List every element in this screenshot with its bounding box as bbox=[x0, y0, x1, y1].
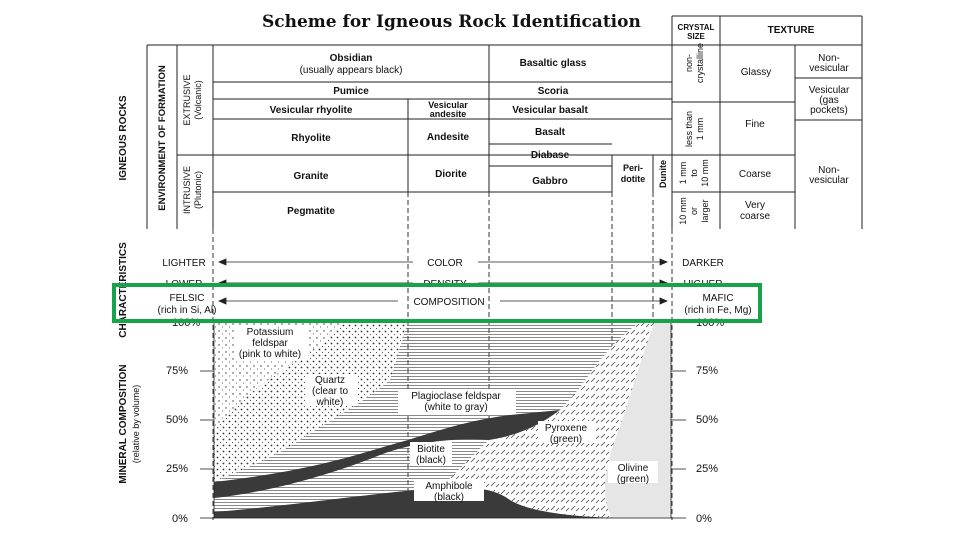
char-composition: COMPOSITION bbox=[413, 297, 485, 308]
rock-scoria: Scoria bbox=[537, 86, 569, 97]
texture-coarse: Coarse bbox=[738, 169, 772, 180]
char-lower: LOWER bbox=[165, 279, 203, 290]
rock-obsidian: Obsidian bbox=[329, 53, 373, 64]
char-density: DENSITY bbox=[423, 279, 467, 290]
texture-nonvesicular-2a: Non- bbox=[818, 165, 840, 176]
texture-vesicular-b: (gas bbox=[819, 95, 839, 106]
char-color: COLOR bbox=[427, 258, 463, 269]
mineral-olivine-1: Olivine bbox=[617, 463, 649, 474]
pct-left-50: 50% bbox=[166, 414, 189, 426]
texture-fine: Fine bbox=[745, 119, 765, 130]
rock-rhyolite: Rhyolite bbox=[291, 133, 331, 144]
environment-label: ENVIRONMENT OF FORMATION bbox=[157, 65, 168, 211]
mineral-potassium-2: feldspar bbox=[252, 338, 288, 349]
char-felsic-sub: (rich in Si, Al) bbox=[157, 305, 217, 316]
characteristics-label: CHARACTERISTICS bbox=[118, 242, 129, 338]
char-lighter: LIGHTER bbox=[162, 258, 206, 269]
rock-diorite: Diorite bbox=[435, 169, 467, 180]
char-darker: DARKER bbox=[682, 258, 724, 269]
texture-nonvesicular-1a: Non- bbox=[818, 53, 840, 64]
texture-vesicular-a: Vesicular bbox=[808, 85, 850, 96]
pct-right-75: 75% bbox=[696, 365, 719, 377]
size-10-larger-a: 10 mm bbox=[678, 197, 688, 225]
pct-right-0: 0% bbox=[696, 513, 712, 525]
rock-dunite: Dunite bbox=[658, 160, 668, 188]
extrusive-sub-label: (Volcanic) bbox=[193, 80, 203, 120]
mineral-olivine-2: (green) bbox=[616, 474, 650, 485]
pct-right-100: 100% bbox=[696, 317, 725, 329]
pct-right-25: 25% bbox=[696, 463, 719, 475]
pct-left-100: 100% bbox=[172, 317, 201, 329]
mineral-potassium-1: Potassium bbox=[246, 327, 294, 338]
texture-glassy: Glassy bbox=[740, 67, 772, 78]
char-higher: HIGHER bbox=[683, 279, 723, 290]
rock-diabase: Diabase bbox=[530, 150, 570, 161]
pct-left-25: 25% bbox=[166, 463, 189, 475]
texture-very-coarse-a: Very bbox=[744, 200, 766, 211]
mineral-composition-sub-label: (relative by volume) bbox=[131, 384, 141, 464]
rock-peridotite-2: dotite bbox=[620, 174, 646, 184]
crystal-size-header-1: CRYSTAL bbox=[677, 23, 715, 32]
char-mafic: MAFIC bbox=[702, 293, 734, 304]
mineral-potassium-3: (pink to white) bbox=[238, 349, 302, 360]
mineral-quartz-3: white) bbox=[316, 397, 344, 408]
size-1-10-b: to bbox=[689, 169, 699, 177]
mineral-plagioclase-2: (white to gray) bbox=[424, 402, 488, 413]
rock-gabbro: Gabbro bbox=[532, 176, 568, 187]
rock-basalt: Basalt bbox=[534, 127, 566, 138]
igneous-rocks-label: IGNEOUS ROCKS bbox=[118, 95, 129, 181]
rock-vesicular-andesite-1: Vesicular bbox=[428, 100, 468, 110]
mineral-composition-label: MINERAL COMPOSITION bbox=[118, 364, 129, 484]
mineral-plagioclase-1: Plagioclase feldspar bbox=[411, 391, 501, 402]
extrusive-label: EXTRUSIVE bbox=[182, 74, 192, 126]
rock-andesite: Andesite bbox=[426, 132, 470, 143]
mineral-pyroxene-1: Pyroxene bbox=[544, 423, 588, 434]
size-noncrystalline-2: crystalline bbox=[695, 42, 705, 84]
texture-nonvesicular-1b: vesicular bbox=[809, 63, 849, 74]
char-felsic: FELSIC bbox=[169, 293, 205, 304]
size-less-than-1: less than bbox=[684, 110, 694, 148]
size-noncrystalline-1: non- bbox=[684, 53, 694, 73]
mineral-biotite-1: Biotite bbox=[417, 444, 445, 455]
pct-right-50: 50% bbox=[696, 414, 719, 426]
rock-pegmatite: Pegmatite bbox=[287, 206, 335, 217]
size-1-10-c: 10 mm bbox=[700, 159, 710, 187]
rock-pumice: Pumice bbox=[333, 86, 369, 97]
mineral-quartz-2: (clear to bbox=[311, 386, 349, 397]
rock-vesicular-basalt: Vesicular basalt bbox=[512, 105, 588, 116]
rock-peridotite-1: Peri- bbox=[622, 163, 644, 173]
texture-nonvesicular-2b: vesicular bbox=[809, 175, 849, 186]
composition-highlight-box bbox=[112, 283, 762, 323]
pct-left-75: 75% bbox=[166, 365, 189, 377]
mineral-biotite-2: (black) bbox=[415, 455, 447, 466]
texture-vesicular-c: pockets) bbox=[810, 105, 848, 116]
size-10-larger-b: or bbox=[689, 206, 699, 216]
mineral-amphibole-1: Amphibole bbox=[425, 481, 473, 492]
mineral-pyroxene-2: (green) bbox=[549, 434, 583, 445]
rock-obsidian-note: (usually appears black) bbox=[299, 65, 403, 76]
texture-header: TEXTURE bbox=[767, 25, 815, 36]
mineral-quartz-1: Quartz bbox=[314, 375, 346, 386]
intrusive-sub-label: (Plutonic) bbox=[193, 170, 203, 210]
pct-left-0: 0% bbox=[172, 513, 188, 525]
rock-granite: Granite bbox=[293, 171, 329, 182]
crystal-size-header-2: SIZE bbox=[687, 32, 705, 41]
rock-vesicular-andesite-2: andesite bbox=[429, 109, 467, 119]
size-less-than-2: 1 mm bbox=[695, 117, 705, 141]
mineral-amphibole-2: (black) bbox=[433, 492, 465, 503]
rock-basaltic-glass: Basaltic glass bbox=[519, 58, 587, 69]
char-mafic-sub: (rich in Fe, Mg) bbox=[684, 305, 752, 316]
intrusive-label: INTRUSIVE bbox=[182, 165, 192, 215]
size-1-10-a: 1 mm bbox=[678, 161, 688, 185]
size-10-larger-c: larger bbox=[700, 199, 710, 223]
texture-very-coarse-b: coarse bbox=[739, 211, 771, 222]
page-title: Scheme for Igneous Rock Identification bbox=[262, 12, 641, 32]
rock-vesicular-rhyolite: Vesicular rhyolite bbox=[269, 105, 353, 116]
